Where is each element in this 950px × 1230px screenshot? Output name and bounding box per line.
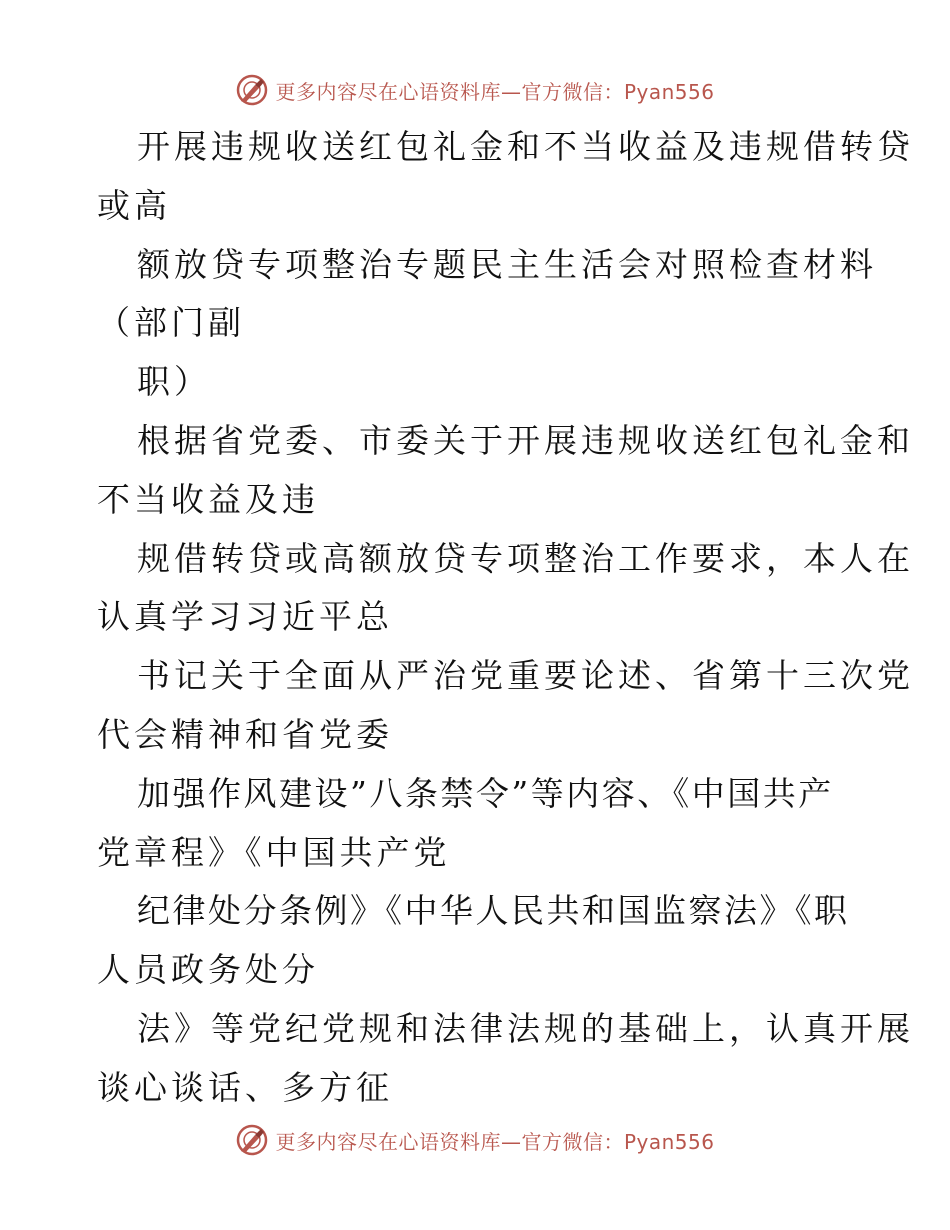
footer-watermark: [0, 1120, 950, 1160]
text-line: 谈心谈话、多方征: [97, 1067, 393, 1107]
text-line: 加强作风建设”八条禁令”等内容、《中国共产: [137, 773, 834, 813]
text-line: 党章程》《中国共产党: [97, 832, 451, 872]
text-line: 规借转贷或高额放贷专项整治工作要求，本人在: [137, 538, 914, 578]
text-line: 纪律处分条例》《中华人民共和国监察法》《职: [137, 891, 850, 931]
pen-circle-logo-icon: [235, 1123, 269, 1157]
text-line: 或高: [97, 185, 171, 225]
watermark-text: 更多内容尽在心语资料库—官方微信：Pyan556: [275, 1129, 715, 1154]
pen-circle-logo-icon: [235, 73, 269, 107]
text-line: 根据省党委、市委关于开展违规收送红包礼金和: [137, 420, 914, 460]
text-line: 人员政务处分: [97, 950, 319, 990]
document-body: [97, 118, 914, 1118]
text-line: 不当收益及违: [97, 479, 319, 519]
text-line: 书记关于全面从严治党重要论述、省第十三次党: [137, 656, 914, 696]
watermark-text: 更多内容尽在心语资料库—官方微信：Pyan556: [275, 79, 715, 104]
text-line: 开展违规收送红包礼金和不当收益及违规借转贷: [137, 127, 914, 166]
text-line: 代会精神和省党委: [97, 714, 393, 754]
header-watermark: [0, 70, 950, 110]
text-line: 额放贷专项整治专题民主生活会对照检查材料: [137, 244, 877, 284]
text-line: 认真学习习近平总: [97, 597, 393, 637]
text-line: （部门副: [97, 303, 245, 343]
text-line: 法》等党纪党规和法律法规的基础上，认真开展: [137, 1008, 914, 1048]
text-line: 职）: [137, 362, 211, 402]
